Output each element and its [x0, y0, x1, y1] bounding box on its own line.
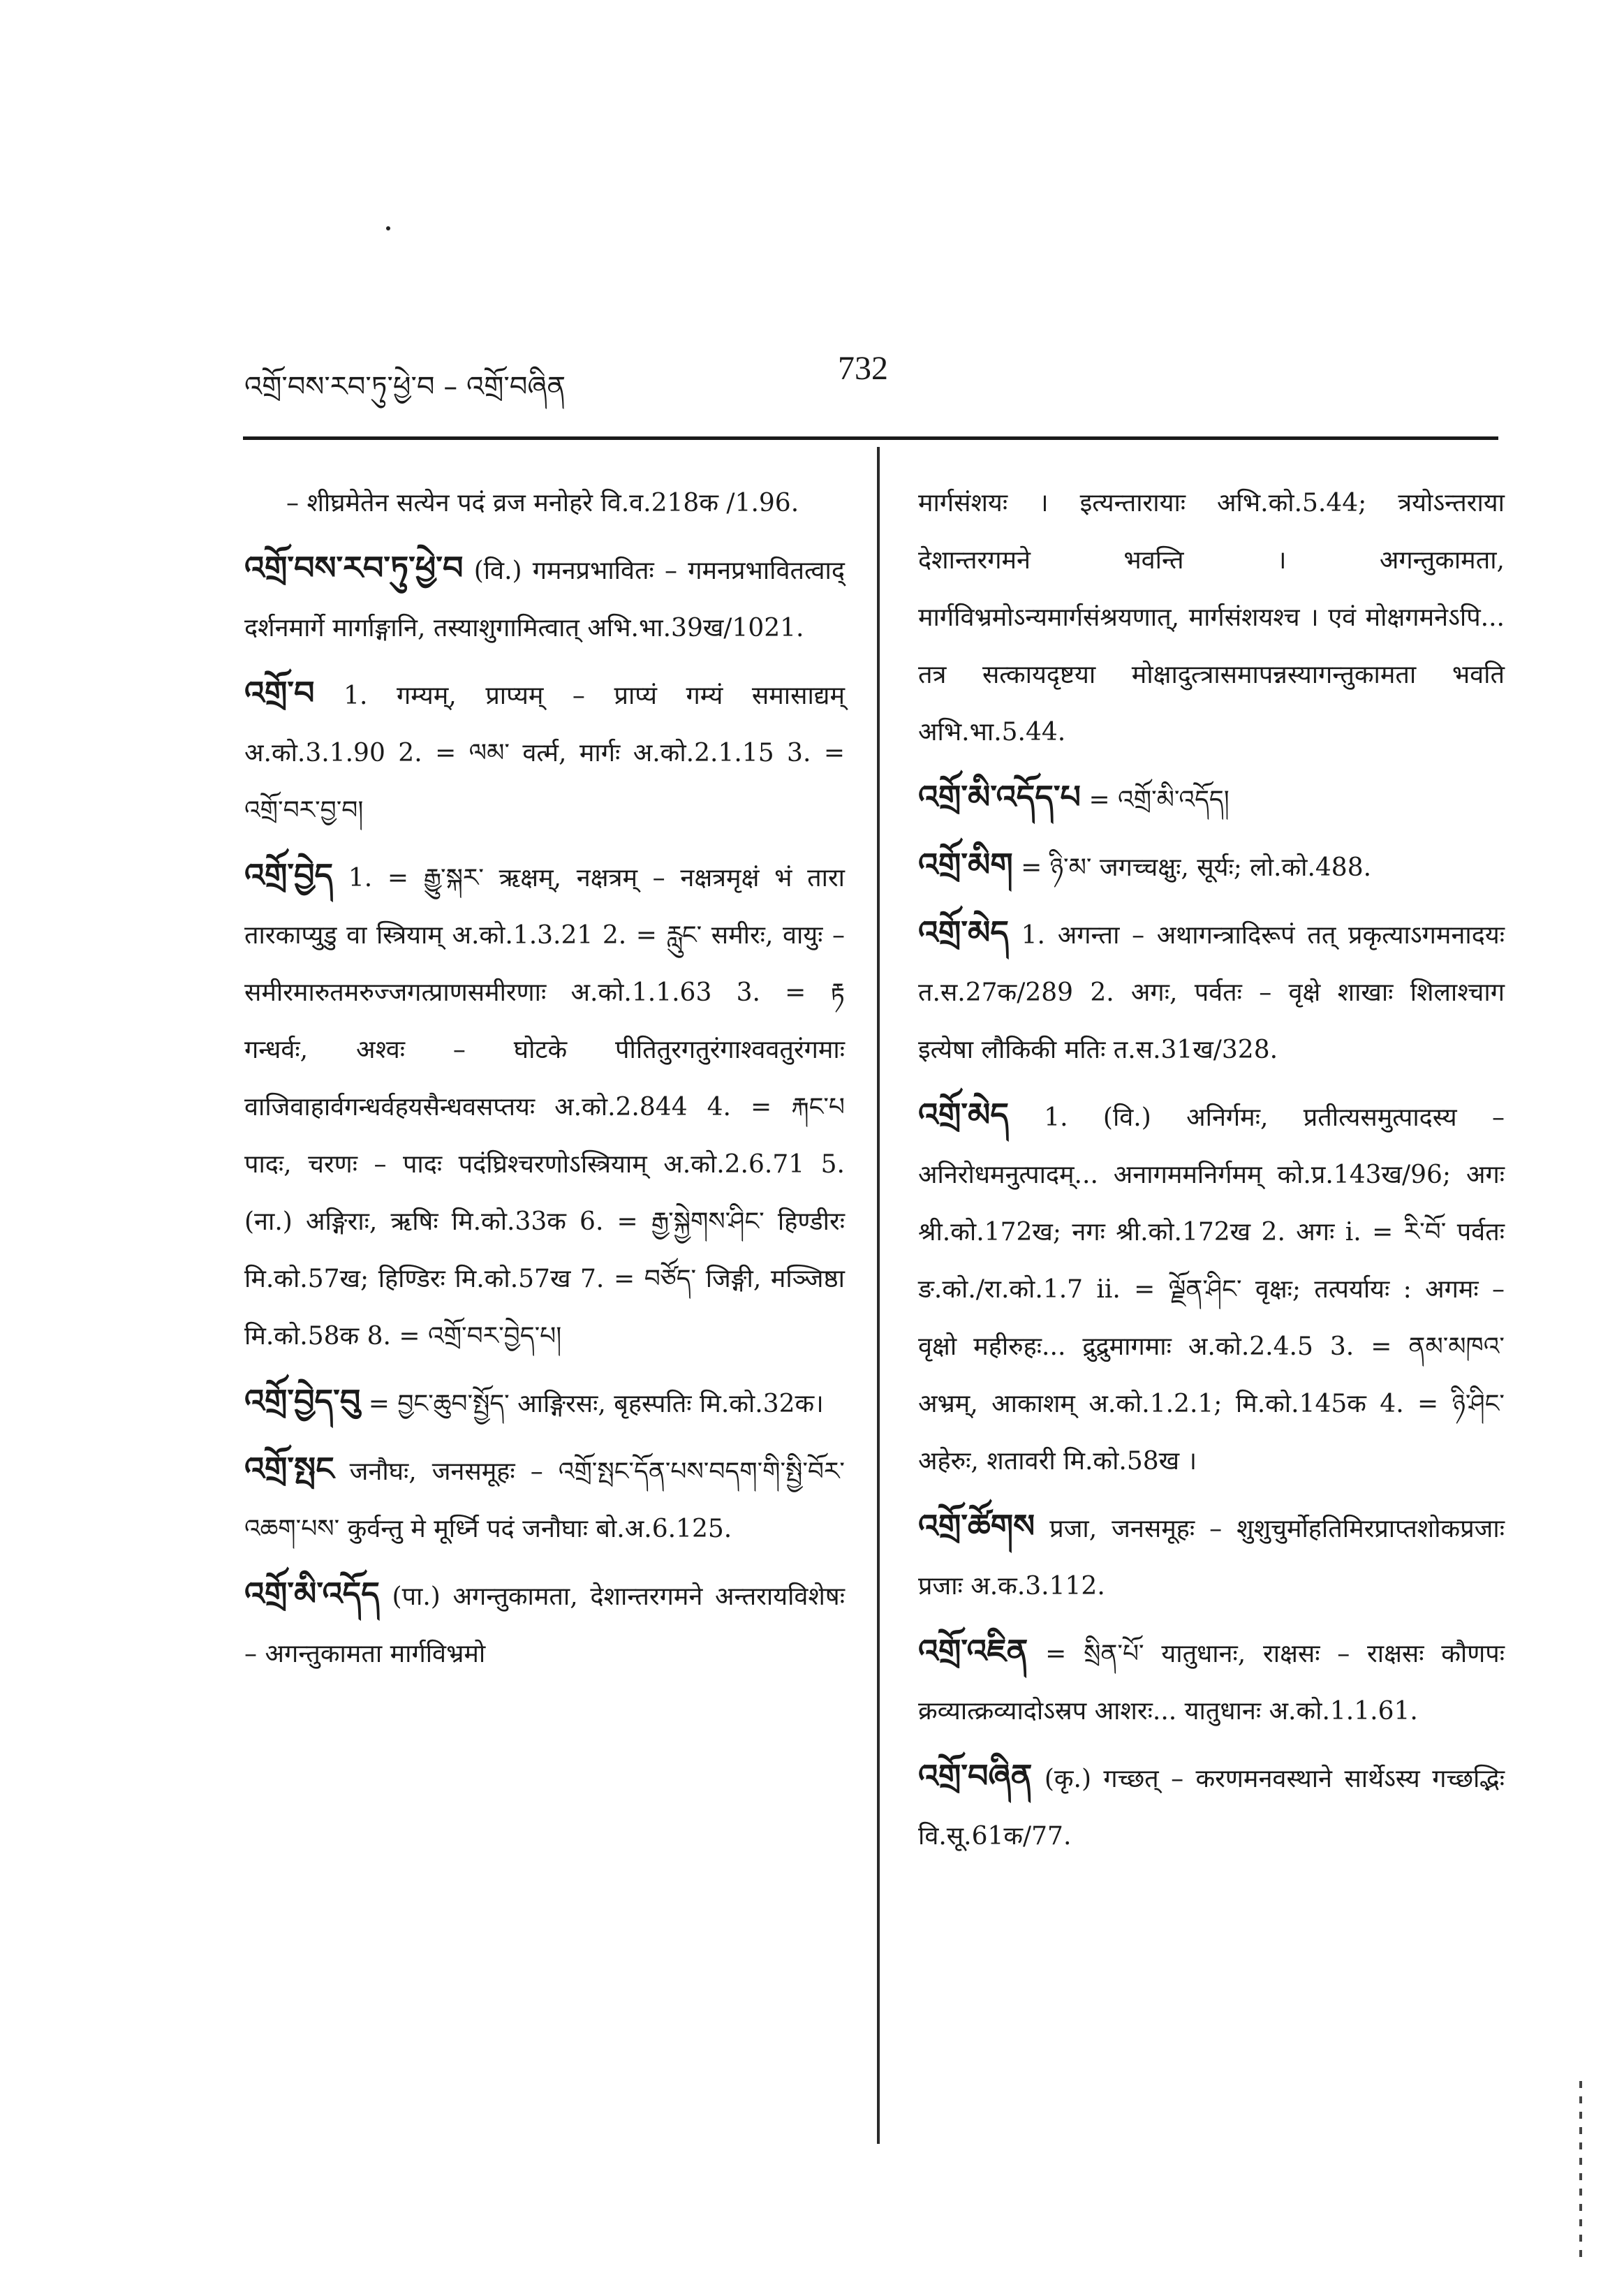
right-column	[918, 475, 1505, 1872]
entry-text: – शीघ्रमेतेन सत्येन पदं व्रज मनोहरे वि.व.218क /1.96.	[286, 489, 799, 517]
headword: འགྲོ་བཞིན	[918, 1757, 1033, 1795]
column-divider	[877, 447, 880, 2144]
headword: འགྲོ་མེད	[918, 913, 1009, 951]
entry-continuation	[918, 475, 1505, 761]
headword: འགྲོ་བྱེད	[244, 856, 334, 894]
dictionary-entry	[918, 768, 1505, 829]
definition: 1. (वि.) अनिर्गमः, प्रतीत्यसमुत्पादस्य – अनिरोधमनुत्पादम्... अनागममनिर्गमम् को.प्र.143ख/96; अगः श्री.को.172ख; नगः श्री.को.172ख 2. अगः i. = རི་བོ་ पर्वतः ङ.को./रा.को.1.7 ii. = ལྗོན་ཤིང་ वृक्षः; तत्पर्यायः : अगमः – वृक्षो महीरुहः... द्रुद्रुमागमाः अ.को.2.4.5 3. = ནམ་མཁའ་ अभ्रम्, आकाशम् अ.को.1.2.1; मि.को.145क 4. = ཉི་ཤིང་ अहेरुः, शतावरी मि.को.58ख ।	[918, 1103, 1505, 1476]
definition: = སྲིན་པོ་ यातुधानः, राक्षसः – राक्षसः कौणपः क्रव्यात्क्रव्यादोऽस्रप आशरः... यातुधानः अ.को.1.1.61.	[918, 1640, 1505, 1726]
dictionary-entry	[918, 1086, 1505, 1490]
dictionary-entry	[918, 1497, 1505, 1615]
definition: जनौघः, जनसमूहः – འགྲོ་སྤང་དོན་པས་བདག་གི་སྤྱི་བོར་འཆག་པས་ कुर्वन्तु मे मूर्ध्नि पदं जनौघाः बो.अ.6.125.	[244, 1457, 845, 1543]
dictionary-entry	[244, 539, 845, 657]
definition: 1. = རྒྱུ་སྐར་ ऋक्षम्, नक्षत्रम् – नक्षत्रमृक्षं भं तारा तारकाप्युडु वा स्त्रियाम् अ.को.1.3.21 2. = རླུང་ समीरः, वायुः – समीरमारुतमरुज्जगत्प्राणसमीरणाः अ.को.1.1.63 3. = རྟ गन्धर्वः, अश्वः – घोटके पीतितुरगतुरंगाश्ववतुरंगमाः वाजिवाहार्वगन्धर्वहयसैन्धवसप्तयः अ.को.2.844 4. = རྐང་པ पादः, चरणः – पादः पदंघ्रिश्चरणोऽस्त्रियाम् अ.को.2.6.71 5. (ना.) अङ्गिराः, ऋषिः मि.को.33क 6. = རྒྱ་སྐྱེགས་ཤིང་ हिण्डीरः मि.को.57ख; हिण्डिरः मि.को.57ख 7. = བཙོད་ जिङ्गी, मञ्जिष्ठा मि.को.58क 8. = འགྲོ་བར་བྱེད་པ།	[244, 864, 845, 1351]
definition: 1. गम्यम्, प्राप्यम् – प्राप्यं गम्यं समासाद्यम् अ.को.3.1.90 2. = ལམ་ वर्त्म, मार्गः अ.को.2.1.15 3. = འགྲོ་བར་བྱ་བ།	[244, 682, 845, 825]
headword: འགྲོ་བ	[244, 674, 315, 712]
headword: འགྲོ་མིག	[918, 846, 1013, 883]
definition: (वि.) गमनप्रभावितः – गमनप्रभावितत्वाद् दर्शनमार्गे मार्गाङ्गानि, तस्याशुगामित्वात् अभि.भा.39ख/1021.	[244, 557, 845, 642]
scan-edge-marks	[1579, 2081, 1582, 2263]
definition: = འགྲོ་མི་འདོད།	[1088, 786, 1230, 814]
dictionary-entry	[244, 1565, 845, 1683]
entry-text: मार्गसंशयः । इत्यन्तारायाः अभि.को.5.44; त्रयोऽन्तराया देशान्तरगमने भवन्ति । अगन्तुकामता, मार्गविभ्रमोऽन्यमार्गसंश्रयणात्, मार्गसंशयश्च । एवं मोक्षगमनेऽपि... तत्र सत्कायदृष्टया मोक्षादुत्त्रासमापन्नस्यागन्तुकामता भवति अभि.भा.5.44.	[918, 489, 1505, 747]
page-header	[244, 349, 1501, 403]
headword: འགྲོ་བྱེད་བུ	[244, 1382, 361, 1420]
headword: འགྲོ་མེད	[918, 1096, 1009, 1133]
headword: འགྲོ་འཇིན	[918, 1632, 1028, 1670]
dictionary-entry	[918, 1747, 1505, 1865]
dictionary-entry	[244, 1440, 845, 1558]
definition: 1. अगन्ता – अथागन्त्रादिरूपं तत् प्रकृत्याऽगमनादयः त.स.27क/289 2. अगः, पर्वतः – वृक्षे शाखाः शिलाश्चाग इत्येषा लौकिकी मतिः त.स.31ख/328.	[918, 921, 1505, 1064]
definition: = བྱང་ཆུབ་སྤྱོད་ आङ्गिरसः, बृहस्पतिः मि.को.32क।	[368, 1390, 824, 1418]
dictionary-entry	[244, 664, 845, 839]
headword: འགྲོ་མི་འདོད	[244, 1575, 380, 1612]
headword: འགྲོ་སྤང	[244, 1450, 334, 1487]
running-head: འགྲོ་བས་རབ་ཏུ་ཕྱེ་བ – འགྲོ་བཞིན	[244, 371, 566, 403]
dictionary-entry	[244, 1372, 845, 1433]
definition: = ཉི་མ་ जगच्चक्षुः, सूर्यः; लो.को.488.	[1021, 853, 1372, 882]
definition: प्रजा, जनसमूहः – शुशुचुर्मोहतिमिरप्राप्तशोकप्रजाः प्रजाः अ.क.3.112.	[918, 1515, 1505, 1601]
dictionary-entry	[918, 904, 1505, 1079]
definition: (पा.) अगन्तुकामता, देशान्तरगमने अन्तरायविशेषः – अगन्तुकामता मार्गविभ्रमो	[244, 1582, 845, 1668]
left-column	[244, 475, 845, 1690]
page-number: 732	[838, 350, 888, 387]
headword: འགྲོ་བས་རབ་ཏུ་ཕྱེ་བ	[244, 549, 464, 587]
dictionary-entry	[918, 836, 1505, 897]
headword: འགྲོ་ཚོགས	[918, 1507, 1035, 1545]
headword: འགྲོ་མི་འདོད་པ	[918, 778, 1081, 816]
dictionary-entry	[918, 1622, 1505, 1740]
header-rule	[243, 436, 1498, 440]
entry-continuation	[244, 475, 845, 532]
ink-speck	[386, 226, 390, 230]
dictionary-entry	[244, 846, 845, 1365]
definition: (कृ.) गच्छत् – करणमनवस्थाने सार्थेऽस्य गच्छद्भिः वि.सू.61क/77.	[918, 1765, 1505, 1851]
